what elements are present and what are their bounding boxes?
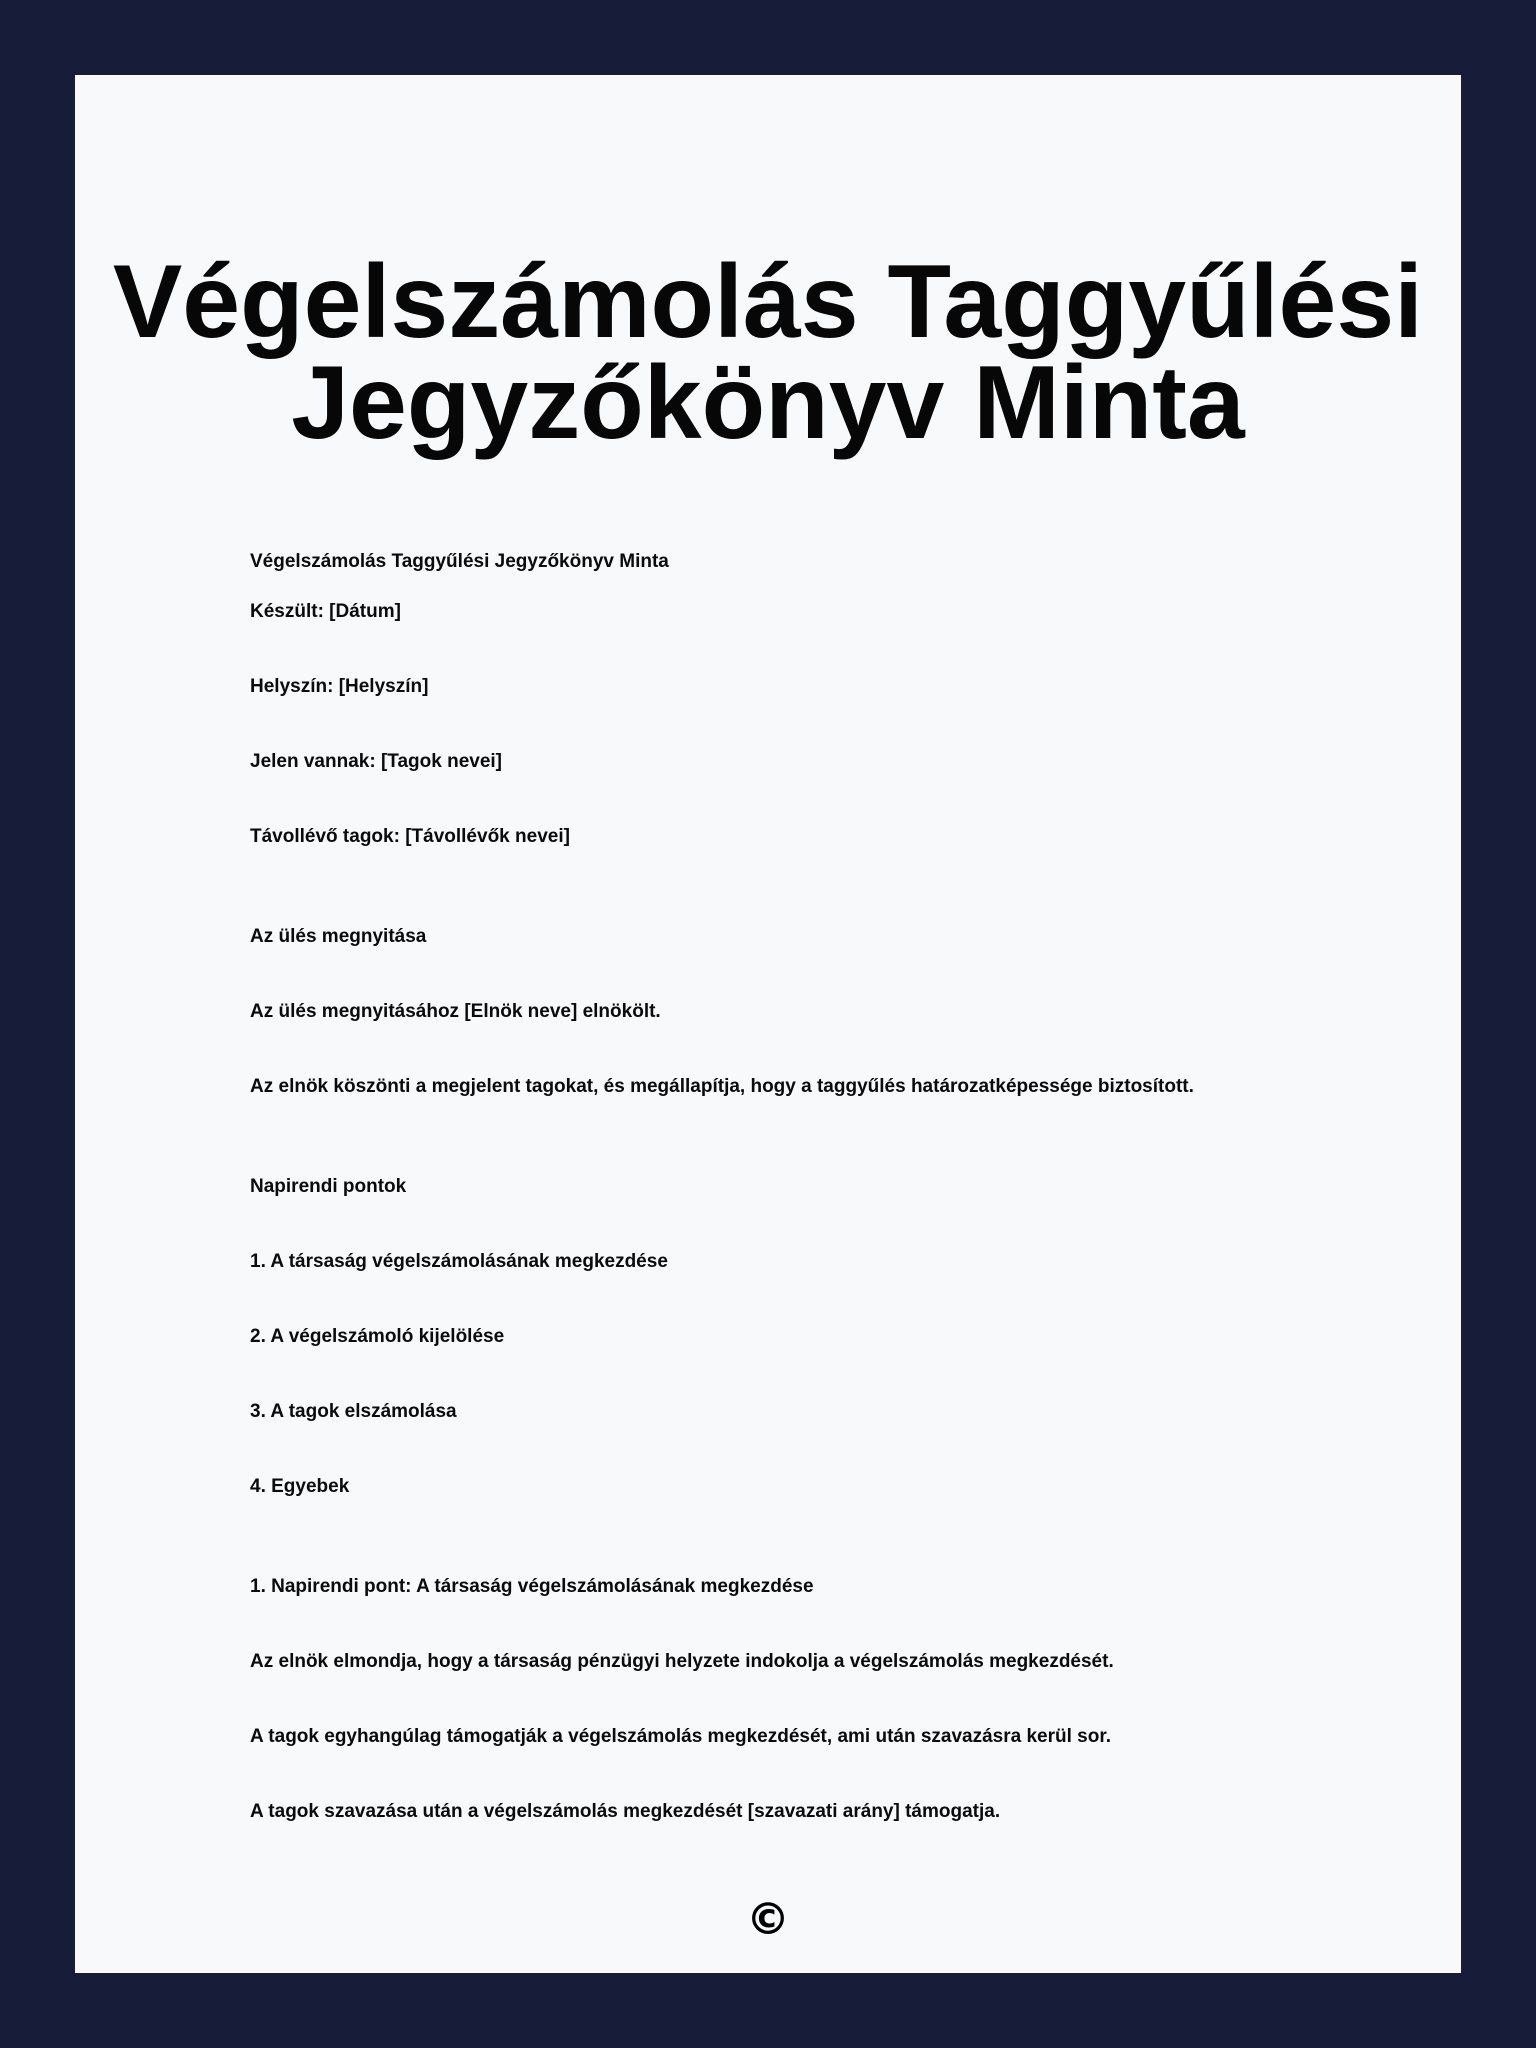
document-page [75, 75, 1461, 1973]
meta-present: Jelen vannak: [Tagok nevei] [250, 751, 503, 772]
document-title-line-1: Végelszámolás Taggyűlési [112, 244, 1424, 360]
agenda-item: 4. Egyebek [250, 1476, 350, 1497]
meta-place: Helyszín: [Helyszín] [250, 676, 429, 697]
copyright-icon: © [746, 1894, 790, 1945]
point1-heading: 1. Napirendi pont: A társaság végelszámolásának megkezdése [250, 1576, 814, 1597]
opening-heading: Az ülés megnyitása [250, 926, 427, 947]
point1-paragraph-3: A tagok szavazása után a végelszámolás megkezdését [szavazati arány] támogatja. [250, 1801, 1001, 1822]
point1-paragraph-2: A tagok egyhangúlag támogatják a végelszámolás megkezdését, ami után szavazásra kerül sor. [250, 1726, 1111, 1747]
document-heading: Végelszámolás Taggyűlési Jegyzőkönyv Minta [250, 551, 669, 572]
point1-paragraph-1: Az elnök elmondja, hogy a társaság pénzügyi helyzete indokolja a végelszámolás megkezdését. [250, 1651, 1114, 1672]
opening-paragraph-1: Az ülés megnyitásához [Elnök neve] elnökölt. [250, 1001, 661, 1022]
document-title-line-2: Jegyzőkönyv Minta [291, 345, 1245, 461]
agenda-item: 2. A végelszámoló kijelölése [250, 1326, 505, 1347]
meta-date: Készült: [Dátum] [250, 601, 401, 622]
meta-absent: Távollévő tagok: [Távollévők nevei] [250, 826, 570, 847]
document-title [75, 244, 1461, 461]
agenda-item: 1. A társaság végelszámolásának megkezdése [250, 1251, 668, 1272]
agenda-heading: Napirendi pontok [250, 1176, 407, 1197]
opening-paragraph-2: Az elnök köszönti a megjelent tagokat, és megállapítja, hogy a taggyűlés határozatképessége biztosított. [250, 1076, 1194, 1097]
agenda-item: 3. A tagok elszámolása [250, 1401, 457, 1422]
